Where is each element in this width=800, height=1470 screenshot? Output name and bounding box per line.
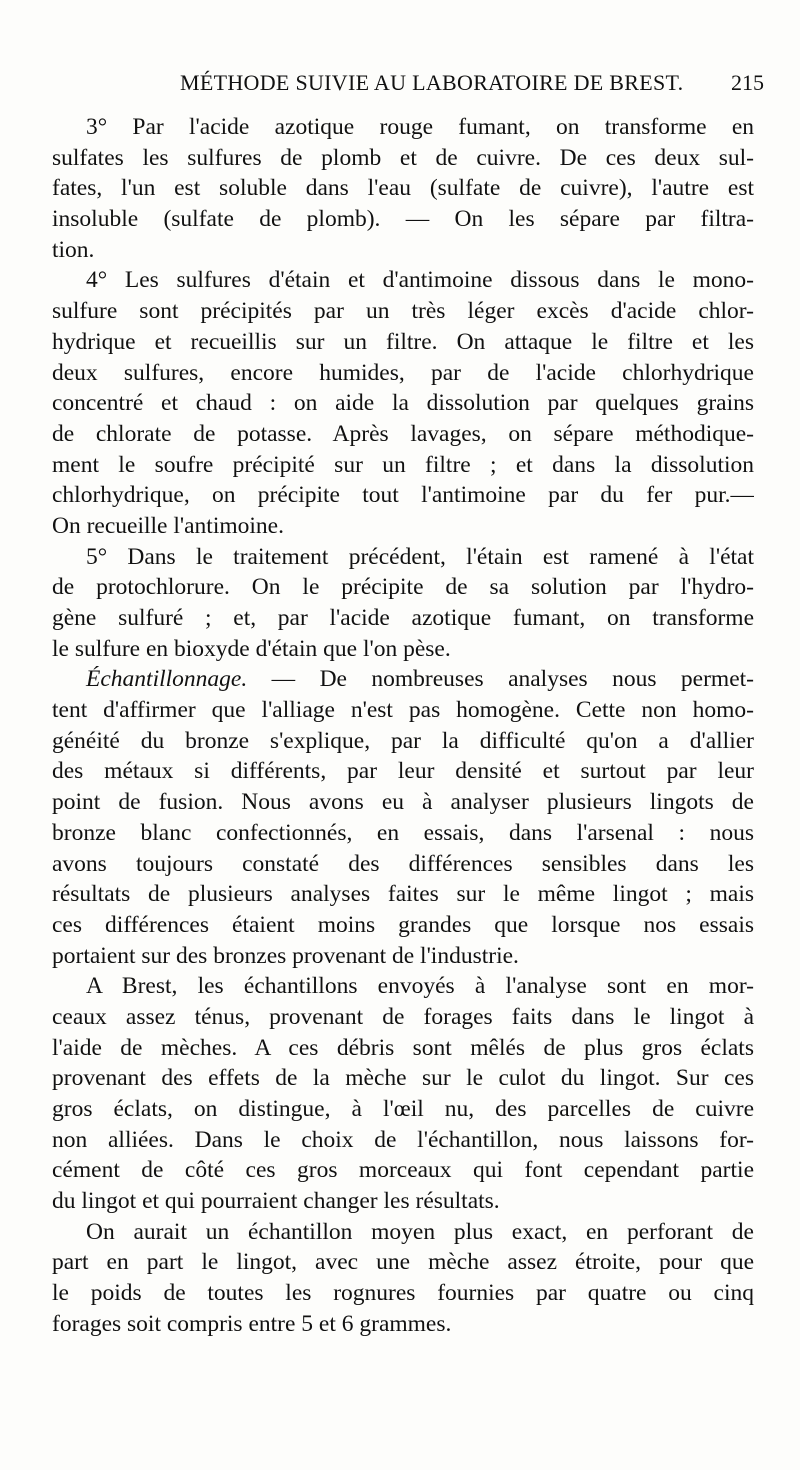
text-line: tent d'affirmer que l'alliage n'est pas homogène. Cette non homo- (52, 697, 754, 724)
text-line: fates, l'un est soluble dans l'eau (sulfate de cuivre), l'autre est (52, 175, 754, 202)
text-line: On aurait un échantillon moyen plus exact, en perforant de (86, 1218, 754, 1245)
text-line: part en part le lingot, avec une mèche assez étroite, pour que (52, 1249, 754, 1276)
text-line: ces différences étaient moins grandes que lorsque nos essais (52, 911, 754, 938)
page-number: 215 (731, 70, 764, 95)
text-line: sulfates les sulfures de plomb et de cuivre. De ces deux sul- (52, 144, 754, 171)
paragraph-final (52, 1217, 754, 1340)
text-line: non alliées. Dans le choix de l'échantillon, nous laissons for- (52, 1126, 754, 1153)
text-line: gène sulfuré ; et, par l'acide azotique fumant, on transforme (52, 605, 754, 631)
text-line: point de fusion. Nous avons eu à analyser plusieurs lingots de (52, 789, 754, 816)
text-line: le poids de toutes les rognures fournies par quatre ou cinq (52, 1280, 754, 1307)
text-line: du lingot et qui pourraient changer les résultats. (52, 1188, 500, 1215)
paragraph-item-3 (52, 112, 754, 265)
text-line: 5° Dans le traitement précédent, l'étain est ramené à l'état (86, 543, 754, 570)
text-line: généité du bronze s'explique, par la difficulté qu'on a d'allier (52, 727, 754, 754)
text-line: A Brest, les échantillons envoyés à l'analyse sont en mor- (86, 973, 754, 1000)
text-line: forages soit compris entre 5 et 6 grammes. (52, 1310, 452, 1337)
text-line: tion. (52, 236, 95, 263)
text-line-rest: — De nombreuses analyses nous permet- (247, 666, 754, 693)
text-line: concentré et chaud : on aide la dissolution par quelques grains (52, 390, 754, 417)
text-line: bronze blanc confectionnés, en essais, dans l'arsenal : nous (52, 819, 754, 846)
text-line: gros éclats, on distingue, à l'œil nu, des parcelles de cuivre (52, 1096, 754, 1122)
text-line: résultats de plusieurs analyses faites sur le même lingot ; mais (52, 881, 754, 908)
text-line: ceaux assez ténus, provenant de forages faits dans le lingot à (52, 1003, 754, 1030)
text-line: insoluble (sulfate de plomb). — On les sépare par filtra- (52, 206, 754, 233)
text-line: sulfure sont précipités par un très léger excès d'acide chlor- (52, 298, 754, 325)
text-line: 4° Les sulfures d'étain et d'antimoine dissous dans le mono- (86, 267, 754, 294)
running-title: MÉTHODE SUIVIE AU LABORATOIRE DE BREST. (180, 70, 684, 95)
text-line: 3° Par l'acide azotique rouge fumant, on transforme en (86, 114, 754, 140)
text-line (52, 664, 754, 695)
paragraph-brest (52, 971, 754, 1217)
text-line: de chlorate de potasse. Après lavages, on sépare méthodique- (52, 420, 754, 447)
text-line: portaient sur des bronzes provenant de l'industrie. (52, 942, 519, 969)
text-line: le sulfure en bioxyde d'étain que l'on pèse. (52, 635, 451, 662)
text-line: des métaux si différents, par leur densité et surtout par leur (52, 758, 754, 785)
text-line: l'aide de mèches. A ces débris sont mêlés de plus gros éclats (52, 1034, 754, 1061)
text-line: chlorhydrique, on précipite tout l'antimoine par du fer pur.— (52, 482, 754, 509)
section-heading-italic: Échantillonnage. (86, 666, 248, 693)
paragraph-echantillonnage (52, 664, 754, 971)
text-line: On recueille l'antimoine. (52, 512, 284, 539)
text-line: deux sulfures, encore humides, par de l'acide chlorhydrique (52, 359, 754, 386)
text-line: ment le soufre précipité sur un filtre ; et dans la dissolution (52, 451, 754, 478)
text-line: provenant des effets de la mèche sur le culot du lingot. Sur ces (52, 1065, 754, 1092)
body-text (52, 112, 754, 1340)
text-line: de protochlorure. On le précipite de sa solution par l'hydro- (52, 574, 754, 601)
running-header (40, 60, 768, 100)
text-line: cément de côté ces gros morceaux qui font cependant partie (52, 1157, 754, 1184)
paragraph-item-4 (52, 265, 754, 541)
text-line: hydrique et recueillis sur un filtre. On attaque le filtre et les (52, 328, 754, 355)
paragraph-item-5 (52, 542, 754, 665)
text-line: avons toujours constaté des différences sensibles dans les (52, 850, 754, 877)
